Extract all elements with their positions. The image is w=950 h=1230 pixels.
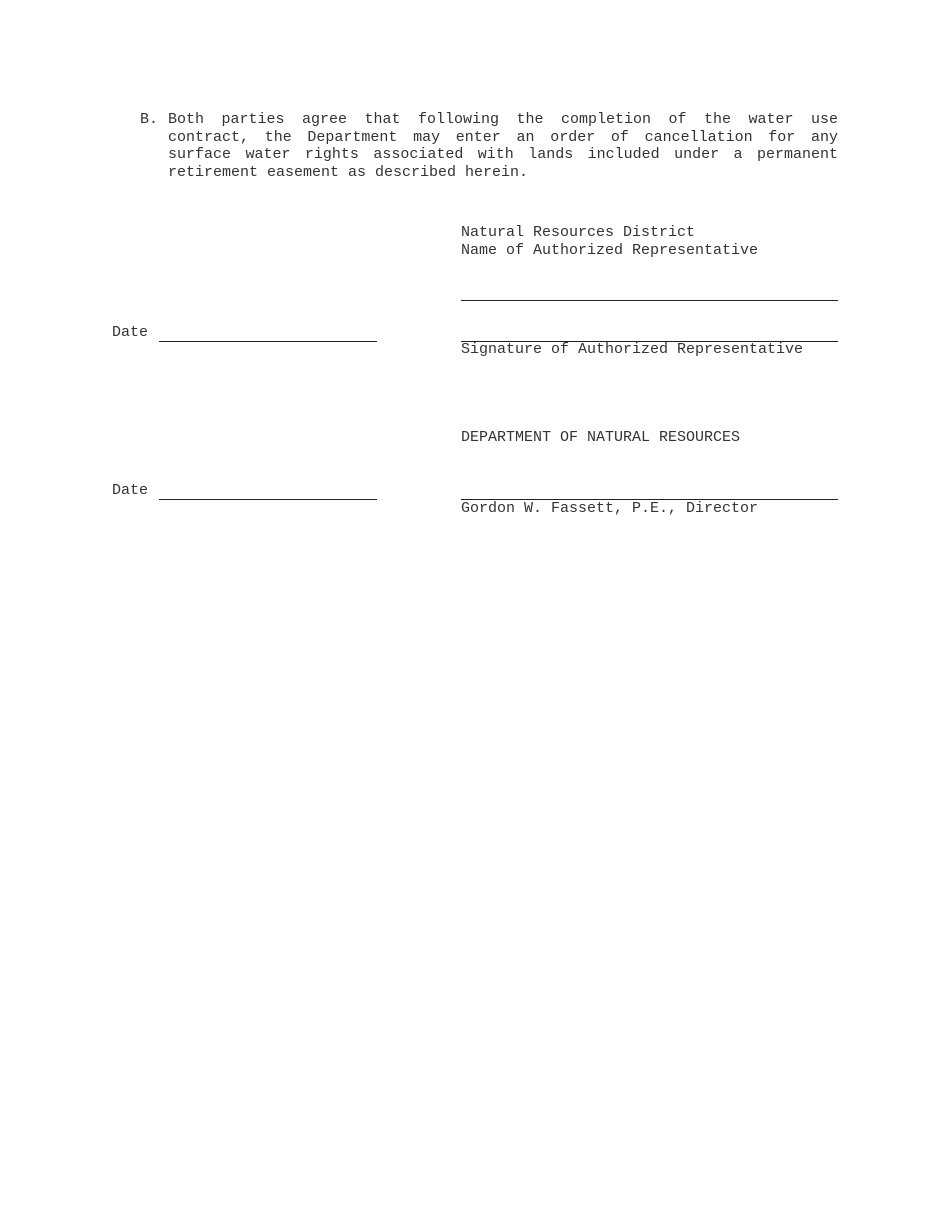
nrd-name-line[interactable] <box>461 300 838 301</box>
nrd-signature-caption: Signature of Authorized Representative <box>461 341 804 358</box>
clause-text: Both parties agree that following the completion of the water use contract, the Department may enter an order of cancellation for any surface water rights associated with lands included under a permanent retirement easement as described herein. <box>168 111 838 182</box>
dnr-date-line[interactable] <box>159 499 377 500</box>
nrd-title: Natural Resources District <box>461 224 696 241</box>
dnr-date-label: Date <box>112 482 149 499</box>
dnr-heading: DEPARTMENT OF NATURAL RESOURCES <box>461 429 741 446</box>
nrd-name-label: Name of Authorized Representative <box>461 242 759 259</box>
nrd-date-label: Date <box>112 324 149 341</box>
nrd-date-line[interactable] <box>159 341 377 342</box>
dnr-signer-name: Gordon W. Fassett, P.E., Director <box>461 500 759 517</box>
clause-marker: B. <box>140 111 159 128</box>
